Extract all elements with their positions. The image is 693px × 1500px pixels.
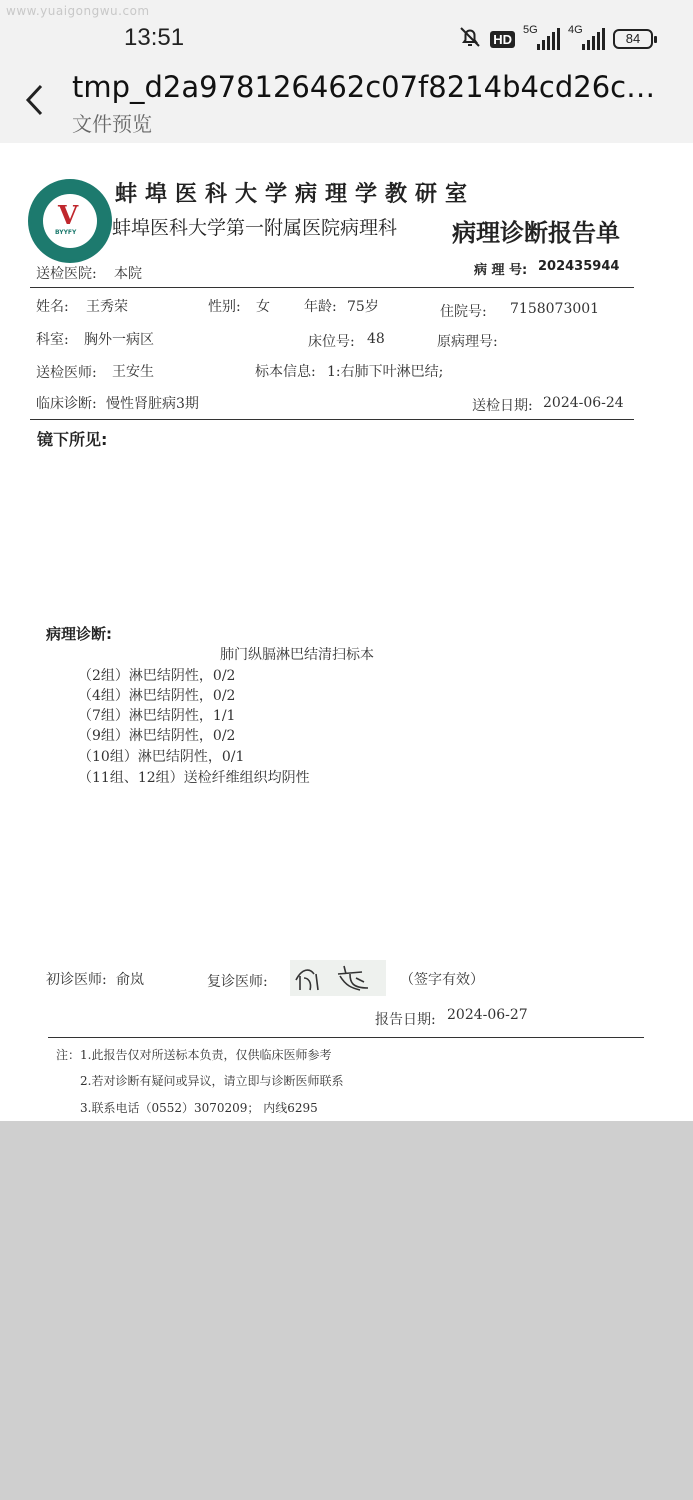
divider <box>30 419 634 420</box>
initial-doctor-label: 初诊医师: <box>46 972 107 988</box>
doctor-label: 送检医师: <box>36 365 97 381</box>
diagnosis-line: （7组）淋巴结阴性，1/1 <box>78 708 236 724</box>
send-date: 2024-06-24 <box>543 395 624 411</box>
report-date-label: 报告日期: <box>375 1012 436 1028</box>
signal-5g-icon <box>523 24 560 50</box>
initial-doctor: 俞岚 <box>116 972 144 988</box>
pathology-no-label: 病 理 号: <box>474 263 528 278</box>
report-title: 病理诊断报告单 <box>452 219 620 247</box>
signal-5g-label: 5G <box>523 24 538 36</box>
clinical-label: 临床诊断: <box>36 396 97 412</box>
diagnosis-line: （11组、12组）送检纤维组织均阴性 <box>78 770 310 786</box>
app-header <box>0 0 693 143</box>
document-preview[interactable] <box>0 143 693 1121</box>
university-title: 蚌埠医科大学病理学教研室 <box>115 182 476 207</box>
logo-text: BYYFY <box>55 229 77 236</box>
diagnosis-label: 病理诊断: <box>46 625 112 643</box>
status-time: 13:51 <box>124 24 185 51</box>
signal-4g-label: 4G <box>568 24 583 36</box>
inpatient-no: 7158073001 <box>510 301 600 317</box>
gender-label: 性别: <box>208 299 241 315</box>
report-date: 2024-06-27 <box>447 1007 528 1023</box>
clinical-diagnosis: 慢性肾脏病3期 <box>106 396 199 412</box>
hospital-logo: V BYYFY <box>28 179 112 263</box>
diagnosis-line: （10组）淋巴结阴性，0/1 <box>78 749 245 765</box>
sending-hospital: 本院 <box>114 266 142 282</box>
back-button[interactable] <box>20 80 50 120</box>
note-line: 注：1.此报告仅对所送标本负责，仅供临床医师参考 <box>56 1048 332 1062</box>
watermark: www.yuaigongwu.com <box>6 4 150 18</box>
hospital-title: 蚌埠医科大学第一附属医院病理科 <box>112 217 398 239</box>
hd-badge: HD <box>490 31 515 48</box>
bed-label: 床位号: <box>308 334 355 350</box>
patient-name: 王秀荣 <box>86 299 128 315</box>
diagnosis-line: （2组）淋巴结阴性，0/2 <box>78 668 236 684</box>
mute-bell-icon <box>458 25 482 53</box>
specimen-label: 标本信息: <box>255 364 316 380</box>
file-subtitle: 文件预览 <box>72 112 152 136</box>
specimen: 1:右肺下叶淋巴结; <box>327 364 444 380</box>
signature-valid: （签字有效） <box>400 972 484 988</box>
gender: 女 <box>256 299 270 315</box>
diagnosis-line: （9组）淋巴结阴性，0/2 <box>78 728 236 744</box>
inpatient-label: 住院号: <box>440 304 487 320</box>
note-line: 3.联系电话（0552）3070209； 内线6295 <box>80 1101 318 1115</box>
chevron-left-icon <box>20 80 50 120</box>
note-line: 2.若对诊断有疑问或异议，请立即与诊断医师联系 <box>80 1074 344 1088</box>
sending-hospital-label: 送检医院: <box>36 266 97 282</box>
doctor: 王安生 <box>112 364 154 380</box>
review-doctor-label: 复诊医师: <box>207 974 268 990</box>
doctor-signature <box>290 960 386 996</box>
signal-4g-icon <box>568 24 605 50</box>
orig-pathology-label: 原病理号: <box>437 334 498 350</box>
age: 75岁 <box>347 299 379 315</box>
send-date-label: 送检日期: <box>472 398 533 414</box>
file-title: tmp_d2a978126462c07f8214b4cd26c… <box>72 70 656 104</box>
divider <box>48 1037 644 1038</box>
divider <box>30 287 634 288</box>
battery-icon: 84 <box>613 29 653 49</box>
age-label: 年龄: <box>304 299 337 315</box>
diagnosis-line: （4组）淋巴结阴性，0/2 <box>78 688 236 704</box>
microscopic-label: 镜下所见: <box>37 430 108 449</box>
name-label: 姓名: <box>36 299 69 315</box>
dept: 胸外一病区 <box>84 332 154 348</box>
dept-label: 科室: <box>36 332 69 348</box>
diagnosis-heading: 肺门纵膈淋巴结清扫标本 <box>220 647 374 663</box>
pathology-no: 202435944 <box>538 259 620 274</box>
status-icons <box>458 24 653 54</box>
bed: 48 <box>367 331 385 347</box>
